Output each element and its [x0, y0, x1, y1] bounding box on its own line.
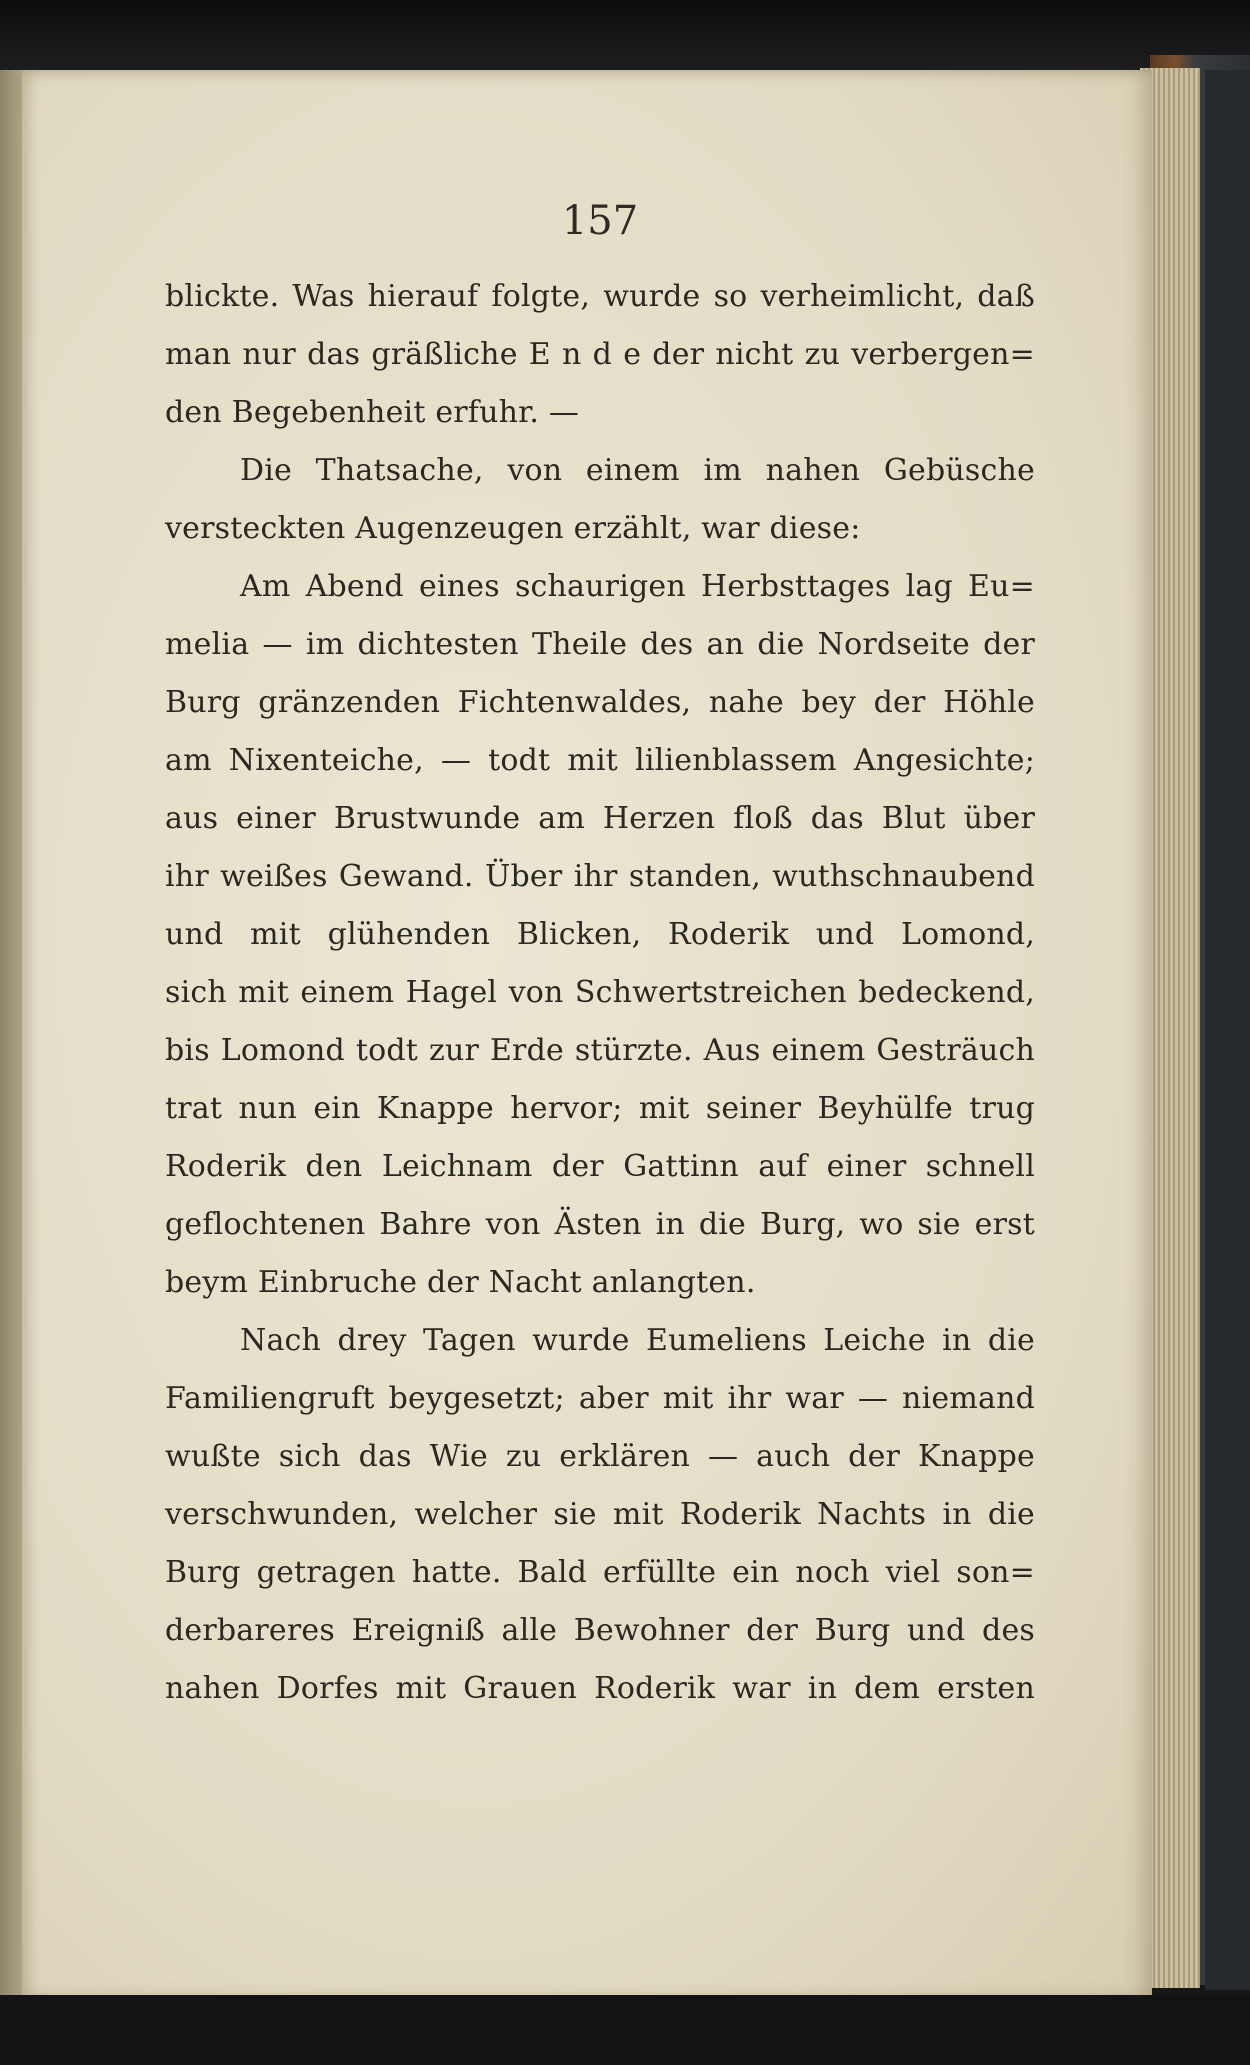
text-line: Die Thatsache, von einem im nahen Gebüsche: [240, 453, 1035, 488]
text-line: Familiengruft beygesetzt; aber mit ihr war — niemand: [165, 1381, 1035, 1416]
text-line: Burg gränzenden Fichtenwaldes, nahe bey der Höhle: [165, 685, 1035, 720]
text-line: trat nun ein Knappe hervor; mit seiner Beyhülfe trug: [165, 1091, 1035, 1126]
text-line: nahen Dorfes mit Grauen Roderik war in dem ersten: [165, 1671, 1035, 1706]
text-line: am Nixenteiche, — todt mit lilienblassem Angesichte;: [165, 743, 1035, 778]
text-line: Roderik den Leichnam der Gattinn auf einer schnell: [165, 1149, 1035, 1184]
text-line: bis Lomond todt zur Erde stürzte. Aus einem Gesträuch: [165, 1033, 1035, 1068]
text-line: versteckten Augenzeugen erzählt, war diese:: [165, 511, 861, 546]
text-line: aus einer Brustwunde am Herzen floß das Blut über: [165, 801, 1035, 836]
text-line: den Begebenheit erfuhr. —: [165, 395, 580, 430]
text-line: beym Einbruche der Nacht anlangten.: [165, 1265, 756, 1300]
body-text: [165, 268, 1035, 1718]
text-line: Nach drey Tagen wurde Eumeliens Leiche in die: [240, 1323, 1035, 1358]
text-line: ihr weißes Gewand. Über ihr standen, wuthschnaubend: [165, 859, 1035, 894]
page-number: 157: [561, 198, 639, 244]
text-line: derbareres Ereigniß alle Bewohner der Burg und des: [165, 1613, 1035, 1648]
scan-background-top: [0, 0, 1250, 80]
text-line: Am Abend eines schaurigen Herbsttages lag Eu=: [240, 569, 1035, 604]
text-line: sich mit einem Hagel von Schwertstreichen bedeckend,: [165, 975, 1035, 1010]
text-line: geflochtenen Bahre von Ästen in die Burg, wo sie erst: [165, 1207, 1035, 1242]
text-line: Burg getragen hatte. Bald erfüllte ein noch viel son=: [165, 1555, 1035, 1590]
text-line: verschwunden, welcher sie mit Roderik Nachts in die: [165, 1497, 1035, 1532]
text-line: melia — im dichtesten Theile des an die Nordseite der: [165, 627, 1035, 662]
text-line: wußte sich das Wie zu erklären — auch der Knappe: [165, 1439, 1035, 1474]
book-spine-board: [1205, 70, 1250, 1990]
text-line: blickte. Was hierauf folgte, wurde so verheimlicht, daß: [165, 279, 1035, 314]
scan-background-bottom: [0, 1995, 1250, 2065]
text-line: man nur das gräßliche E n d e der nicht zu verbergen=: [165, 337, 1035, 372]
text-line: und mit glühenden Blicken, Roderik und Lomond,: [165, 917, 1035, 952]
